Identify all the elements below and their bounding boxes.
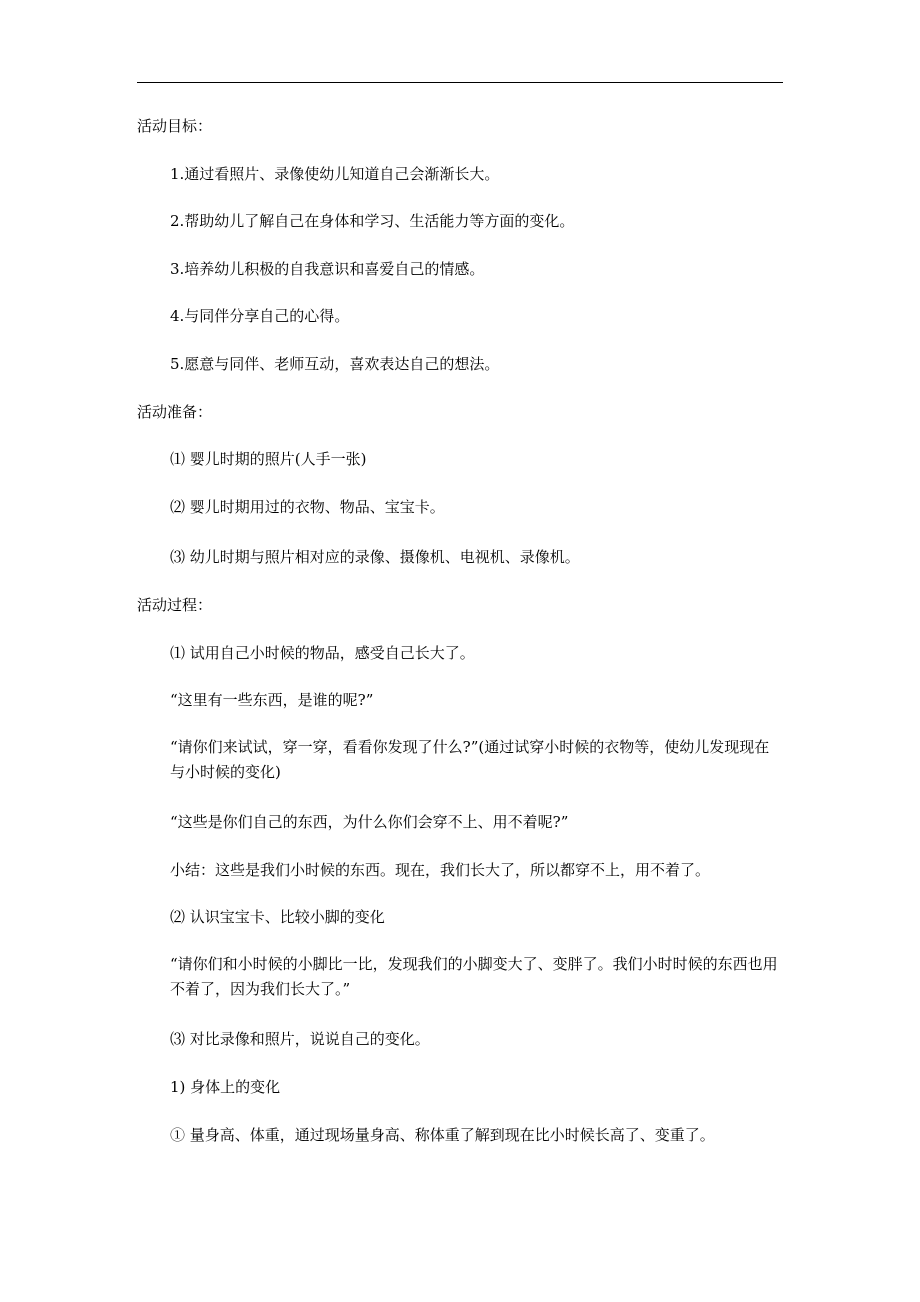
process-step-1: ⑴ 试用自己小时候的物品，感受自己长大了。 (170, 644, 475, 662)
process-step-2: ⑵ 认识宝宝卡、比较小脚的变化 (170, 908, 385, 926)
process-substep-1: 1) 身体上的变化 (170, 1078, 281, 1096)
process-quote-3: “这些是你们自己的东西，为什么你们会穿不上、用不着呢?” (170, 813, 569, 831)
process-quote-2: “请你们来试试，穿一穿，看看你发现了什么?”(通过试穿小时候的衣物等，使幼儿发现现在与小时候的变化) (170, 738, 770, 781)
heading-process: 活动过程： (137, 596, 213, 614)
process-quote-1: “这里有一些东西，是谁的呢?” (170, 691, 374, 709)
objective-2: 2.帮助幼儿了解自己在身体和学习、生活能力等方面的变化。 (170, 212, 575, 230)
header-rule (137, 82, 783, 83)
process-summary: 小结：这些是我们小时候的东西。现在，我们长大了，所以都穿不上，用不着了。 (170, 861, 711, 879)
objective-5: 5.愿意与同伴、老师互动，喜欢表达自己的想法。 (170, 355, 500, 373)
preparation-1: ⑴ 婴儿时期的照片(人手一张) (170, 450, 367, 468)
heading-objectives: 活动目标： (137, 117, 213, 135)
heading-preparation: 活动准备： (137, 403, 213, 421)
objective-3: 3.培养幼儿积极的自我意识和喜爱自己的情感。 (170, 260, 485, 278)
objective-4: 4.与同伴分享自己的心得。 (170, 307, 350, 325)
process-quote-4: “请你们和小时候的小脚比一比，发现我们的小脚变大了、变胖了。我们小时时候的东西也用不着了，因为我们长大了。” (170, 955, 778, 998)
process-step-3: ⑶ 对比录像和照片，说说自己的变化。 (170, 1030, 430, 1048)
process-item-1: ① 量身高、体重，通过现场量身高、称体重了解到现在比小时候长高了、变重了。 (170, 1126, 715, 1144)
preparation-3: ⑶ 幼儿时期与照片相对应的录像、摄像机、电视机、录像机。 (170, 548, 580, 566)
preparation-2: ⑵ 婴儿时期用过的衣物、物品、宝宝卡。 (170, 498, 445, 516)
objective-1: 1.通过看照片、录像使幼儿知道自己会渐渐长大。 (170, 165, 500, 183)
